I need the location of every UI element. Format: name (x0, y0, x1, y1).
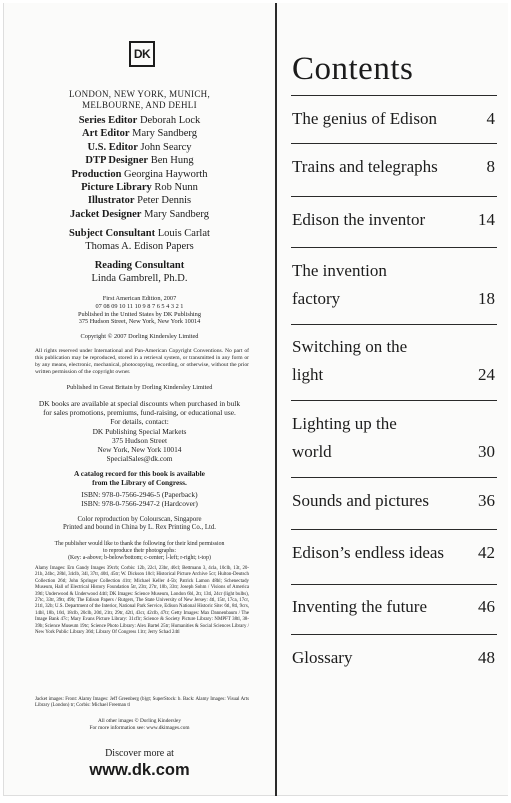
toc-rule (291, 324, 497, 325)
toc-entry[interactable] (292, 333, 498, 389)
copyright-line: Copyright © 2007 Dorling Kindersley Limited (80, 333, 199, 340)
toc-rule (291, 634, 497, 635)
toc-page-number: 4 (486, 109, 495, 128)
credit-role: DTP Designer (85, 155, 149, 167)
toc-page-number: 46 (478, 597, 495, 616)
credit-role: Picture Library (81, 182, 152, 194)
toc-rule (291, 584, 497, 585)
credit-role: Art Editor (81, 128, 130, 140)
bulk-sales-block (4, 399, 275, 463)
credit-line (4, 168, 275, 181)
cities-line-1: LONDON, NEW YORK, MUNICH, (69, 89, 210, 99)
dk-logo: DK (129, 41, 155, 67)
bulk-line: DK books are available at special discounts when purchased in bulk (38, 399, 241, 408)
toc-entry[interactable] (292, 206, 498, 234)
toc-rule (291, 95, 497, 96)
credit-role: Jacket Designer (70, 208, 142, 220)
thanks-line: to reproduce their photographs: (103, 548, 176, 555)
credit-name: Peter Dennis (137, 195, 192, 207)
edition-block (4, 295, 275, 326)
bulk-line: New York, New York 10014 (97, 445, 182, 455)
toc-entry-title: Edison’s endless ideas (292, 543, 445, 562)
toc-entry-title-cont: factory (292, 289, 341, 308)
credit-name: John Searcy (140, 141, 192, 153)
repro-line: Color reproduction by Colourscan, Singapore (77, 516, 202, 523)
credit-line (4, 154, 275, 167)
toc-entry-title-cont: light (292, 365, 324, 384)
toc-page-number: 24 (478, 365, 495, 384)
credit-role: U.S. Editor (87, 141, 138, 153)
subject-consultant (4, 227, 275, 254)
toc-rule (291, 477, 497, 478)
toc-page-number: 8 (486, 157, 495, 176)
credit-role: Series Editor (78, 115, 138, 126)
dk-website-link[interactable]: www.dk.com (89, 761, 190, 779)
discover-more: Discover more at (105, 748, 174, 759)
credit-name: Mary Sandberg (132, 128, 197, 140)
picture-credits: Alamy Images: Ern Gandy Images 39crb; Corbis: 12b, 22cl, 23br, 40cl; Bettmann 3, 4cla, 10clb, 13t, 20-21b, 24bc, 28bl, 34clb, 34l, 37tr, 40tl, 45tr; W. Dickson 10cl; Historical Picture Archive 5cr; Hulton-Deutsch Collection 26tl; John Springer Collection 41tr; Michael Keller 4-5b; Patrick Lamon 48bl; Schenectady Museum, Hall of Electrical History Foundation 5tr, 23tr, 27tr, 10b, 33tr; Joseph Sohm / Visions of America 39tl; Underwood & Underwood 44tl; DK Images: Science Museum, London 6bl, 2tr, 13tl, 24cr (light bulbs), 27tc, 33tr, 39tr, 49b; The Edison Papers / Rutgers, The State University of New Jersey: 4tl, 15tr, 17ca, 17cr, 21tl, 32b; U.S. Department of the Interior, National Park Service, Edison National Historic Site: 6tl, 8tl, 9crs, 14bl, 18b, 16tl, 18clb, 20clb, 20tl, 21tr, 29tr, 42tl, 43cr, 42clb, 47tr; Getty Images: Max Dannenbaum / The Image Bank 47c; Mary Evans Picture Library: 31cflr; Science & Society Picture Library: NMPFT 38tl, 38-39b; Science Museum 19tc; Science Photo Library: Alex Bartel 25tr; Humanities & Social Sciences Library / New York Public Library 36tl; Library Of Congress 11tr; Jerry Schad 24tl (35, 566, 249, 636)
toc-rule (291, 400, 497, 401)
credit-name: Rob Nunn (154, 182, 198, 194)
other-images-block (4, 718, 275, 732)
toc-entry-title: Edison the inventor (292, 210, 426, 229)
toc-entry[interactable] (292, 410, 498, 466)
toc-entry[interactable] (292, 644, 498, 672)
toc-entry[interactable] (292, 487, 498, 515)
toc-entry-title: Switching on the (292, 337, 408, 356)
reading-consultant-name: Linda Gambrell, Ph.D. (91, 273, 188, 285)
toc-page-number: 36 (478, 491, 495, 510)
reproduction-block (4, 516, 275, 532)
credit-name: Ben Hung (150, 155, 194, 167)
page-divider (275, 3, 277, 796)
catalog-line: A catalog record for this book is available (74, 469, 205, 478)
toc-entry[interactable] (292, 539, 498, 567)
subject-consultant-org: Thomas A. Edison Papers (85, 241, 194, 253)
isbn-hardcover: ISBN: 978-0-7566-2947-2 (Hardcover) (81, 499, 198, 509)
publisher-address: 375 Hudson Street, New York, New York 10014 (78, 318, 201, 326)
toc-entry-title: Sounds and pictures (292, 491, 429, 510)
toc-page-number: 42 (478, 543, 495, 562)
toc-entry[interactable] (292, 105, 498, 133)
published-gb: Published in Great Britain by Dorling Kindersley Limited (66, 384, 213, 391)
credit-name: Georgina Hayworth (124, 168, 208, 180)
credit-line (4, 208, 275, 221)
toc-entry-title: The invention (292, 261, 387, 280)
bulk-email: SpecialSales@dk.com (106, 454, 173, 464)
reading-consultant (4, 259, 275, 286)
toc-page-number: 18 (478, 289, 495, 308)
edition-line: First American Edition, 2007 (102, 295, 177, 302)
jacket-credits: Jacket images: Front: Alamy Images: Jeff Greenberg (b)gt; SuperStock: b. Back: Alamy Images: Visual Arts Library (London) tr; Corbis: Michael Freeman tl (35, 697, 249, 709)
thanks-block (4, 541, 275, 563)
toc-entry-title: Trains and telegraphs (292, 157, 438, 176)
credit-line (4, 114, 275, 127)
toc-entry-title: Glossary (292, 648, 353, 667)
toc-page-number: 30 (478, 442, 495, 461)
thanks-line: The publisher would like to thank the following for their kind permission (54, 541, 225, 547)
thanks-line: (Key: a-above; b-below/bottom; c-center; l-left; r-right; t-top) (68, 555, 211, 562)
credit-name: Mary Sandberg (144, 208, 209, 220)
toc-page-number: 14 (478, 210, 495, 229)
toc-entry[interactable] (292, 257, 498, 313)
toc-page-number: 48 (478, 648, 495, 667)
credit-line (4, 141, 275, 154)
toc-entry-title: The genius of Edison (292, 109, 437, 128)
bulk-line: DK Publishing Special Markets (92, 426, 187, 436)
bulk-line: for sales promotions, premiums, fund-raising, or educational use. (43, 408, 236, 418)
credit-role: Production (71, 168, 122, 180)
subject-consultant-role: Subject Consultant (69, 228, 156, 239)
other-images: All other images © Dorling Kindersley (97, 718, 182, 724)
credit-line (4, 181, 275, 194)
catalog-line: from the Library of Congress. (92, 478, 187, 488)
toc-entry[interactable] (292, 593, 498, 621)
subject-consultant-name: Louis Carlat (157, 228, 210, 239)
bulk-line: For details, contact: (110, 417, 169, 427)
cities-line-2: MELBOURNE, AND DEHLI (82, 100, 197, 110)
toc-rule (291, 143, 497, 144)
imprint-page (4, 3, 275, 796)
toc-entry-title: Inventing the future (292, 597, 428, 616)
toc-entry-title-cont: world (292, 442, 332, 461)
toc-rule (291, 247, 497, 248)
credit-role: Illustrator (87, 195, 135, 207)
isbn-block (4, 490, 275, 508)
credit-name: Deborah Lock (139, 115, 201, 126)
contents-title: Contents (292, 51, 414, 87)
reading-consultant-role: Reading Consultant (94, 260, 185, 271)
catalog-record (4, 469, 275, 487)
staff-credits (4, 114, 275, 221)
rights-text: All rights reserved under International and Pan-American Copyright Conventions. No part of this publication may be reproduced, stored in a retrieval system, or transmitted in any form or by any means, electronic, mechanical, photocopying, recording, or otherwise, without the prior written permission of the copyright owner. (35, 348, 249, 376)
toc-entry-title: Lighting up the (292, 414, 397, 433)
isbn-paperback: ISBN: 978-0-7566-2946-5 (Paperback) (81, 490, 198, 499)
repro-line: Printed and bound in China by L. Rex Printing Co., Ltd. (63, 523, 216, 531)
subject-consultant-line (4, 227, 275, 240)
more-info: For more information see: www.dkimages.com (89, 724, 190, 731)
toc-rule (291, 196, 497, 197)
toc-rule (291, 529, 497, 530)
credit-line (4, 127, 275, 140)
print-line: 07 08 09 10 11 10 9 8 7 6 5 4 3 2 1 (95, 302, 184, 310)
book-spread (3, 3, 508, 796)
bulk-line: 375 Hudson Street (111, 435, 167, 445)
published-by: Published in the United States by DK Publishing (78, 310, 201, 318)
credit-line (4, 194, 275, 207)
toc-entry[interactable] (292, 153, 498, 181)
